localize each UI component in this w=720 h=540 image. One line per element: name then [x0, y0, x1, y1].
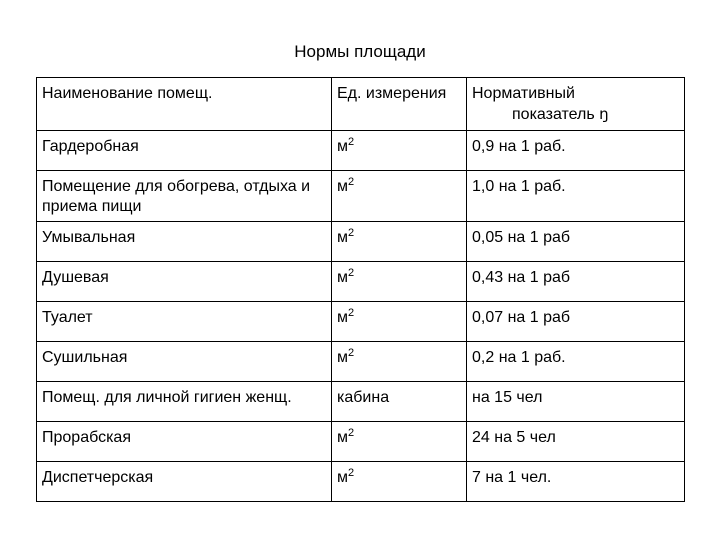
table-row	[37, 382, 685, 422]
cell-unit	[332, 422, 467, 462]
cell-name: Душевая	[37, 262, 332, 302]
unit-sup: 2	[348, 176, 355, 188]
cell-norm: 0,43 на 1 раб	[467, 262, 685, 302]
unit-sup: 2	[348, 347, 355, 359]
cell-norm: на 15 чел	[467, 382, 685, 422]
cell-name: Гардеробная	[37, 131, 332, 171]
cell-norm: 0,2 на 1 раб.	[467, 342, 685, 382]
header-norm-line2	[472, 104, 680, 125]
table-row	[37, 262, 685, 302]
unit-base: м	[337, 229, 348, 246]
header-norm-symbol: ŋ	[599, 105, 609, 123]
cell-norm: 0,05 на 1 раб	[467, 222, 685, 262]
header-norm-word: показатель	[512, 106, 595, 123]
cell-unit	[332, 171, 467, 222]
cell-norm: 24 на 5 чел	[467, 422, 685, 462]
table-row	[37, 342, 685, 382]
cell-unit	[332, 302, 467, 342]
cell-unit	[332, 222, 467, 262]
unit-base: кабина	[337, 389, 390, 406]
cell-unit	[332, 462, 467, 502]
cell-unit	[332, 342, 467, 382]
header-cell-name: Наименование помещ.	[37, 78, 332, 131]
cell-name: Диспетчерская	[37, 462, 332, 502]
area-norms-table	[36, 77, 685, 502]
unit-base: м	[337, 309, 348, 326]
table-row	[37, 171, 685, 222]
unit-sup: 2	[348, 267, 355, 279]
page-title: Нормы площади	[294, 42, 426, 61]
table-row	[37, 222, 685, 262]
cell-name: Сушильная	[37, 342, 332, 382]
header-norm-line1: Нормативный	[472, 85, 575, 102]
cell-name: Туалет	[37, 302, 332, 342]
unit-base: м	[337, 429, 348, 446]
table-row	[37, 302, 685, 342]
cell-norm: 0,07 на 1 раб	[467, 302, 685, 342]
unit-base: м	[337, 269, 348, 286]
unit-base: м	[337, 138, 348, 155]
cell-unit	[332, 131, 467, 171]
unit-base: м	[337, 349, 348, 366]
table-header-row	[37, 78, 685, 131]
cell-unit	[332, 262, 467, 302]
unit-sup: 2	[348, 467, 355, 479]
table-row	[37, 131, 685, 171]
cell-unit	[332, 382, 467, 422]
header-cell-norm	[467, 78, 685, 131]
unit-base: м	[337, 469, 348, 486]
cell-norm: 0,9 на 1 раб.	[467, 131, 685, 171]
unit-sup: 2	[348, 307, 355, 319]
table-row	[37, 462, 685, 502]
cell-name: Прорабская	[37, 422, 332, 462]
header-cell-unit: Ед. измерения	[332, 78, 467, 131]
cell-norm: 7 на 1 чел.	[467, 462, 685, 502]
unit-sup: 2	[348, 136, 355, 148]
cell-norm: 1,0 на 1 раб.	[467, 171, 685, 222]
unit-sup: 2	[348, 427, 355, 439]
unit-base: м	[337, 178, 348, 195]
unit-sup: 2	[348, 227, 355, 239]
cell-name: Умывальная	[37, 222, 332, 262]
table-row	[37, 422, 685, 462]
cell-name: Помещ. для личной гигиен женщ.	[37, 382, 332, 422]
cell-name: Помещение для обогрева, отдыха и приема пищи	[37, 171, 332, 222]
